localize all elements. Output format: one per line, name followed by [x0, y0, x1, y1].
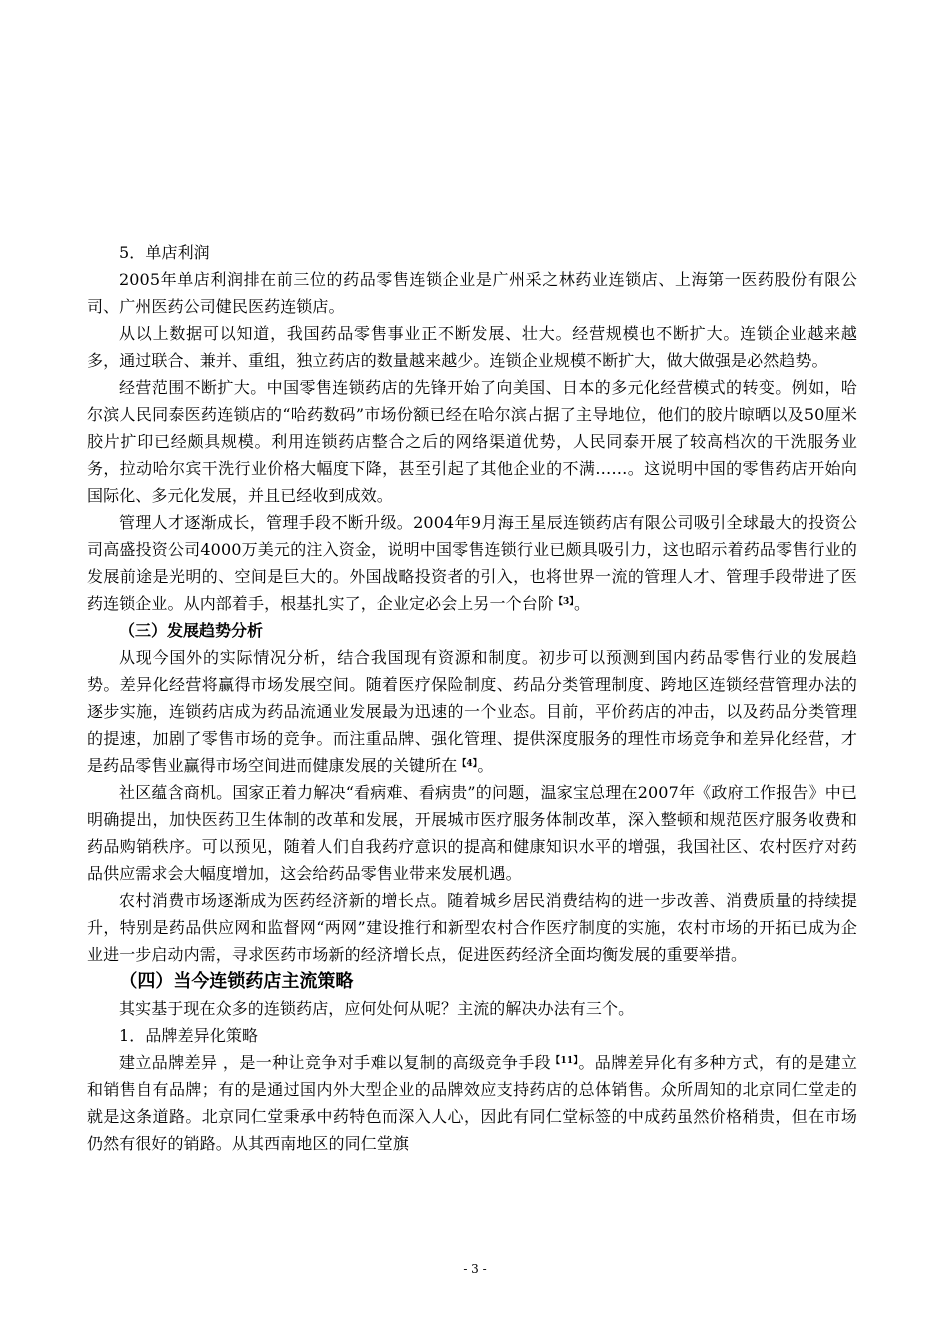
section-heading-trend-analysis: （三）发展趋势分析 — [119, 621, 264, 640]
item-heading-single-store-profit: 5．单店利润 — [119, 243, 210, 262]
paragraph-brand-strategy — [87, 1049, 857, 1157]
paragraph-community-opportunity: 社区蕴含商机。国家正着力解决“看病难、看病贵”的问题，温家宝总理在2007年《政府工作报告》中已明确提出，加快医药卫生体制的改革和发展，开展城市医疗服务体制改革，深入整顿和规范医疗服务收费和药品购销秩序。可以预见，随着人们自我药疗意识的提高和健康知识水平的增强，我国社区、农村医疗对药品供应需求会大幅度增加，这会给药品零售业带来发展机遇。 — [87, 783, 857, 883]
paragraph-trend-forecast — [87, 644, 857, 779]
paragraph-text: 管理人才逐渐成长，管理手段不断升级。2004年9月海王星辰连锁药店有限公司吸引全球最大的投资公司高盛投资公司4000万美元的注入资金，说明中国零售连锁行业已颇具吸引力，这也昭示着药品零售行业的发展前途是光明的、空间是巨大的。外国战略投资者的引入，也将世界一流的管理人才、管理手段带进了医药连锁企业。从内部着手，根基扎实了，企业定必会上另一个台阶 — [87, 513, 857, 613]
paragraph-management-talent — [87, 509, 857, 617]
page-body — [87, 239, 857, 1157]
citation-ref: 【4】 — [457, 759, 478, 769]
paragraph-end: 。 — [477, 756, 494, 775]
paragraph-strategy-intro: 其实基于现在众多的连锁药店，应何处何从呢？主流的解决办法有三个。 — [119, 999, 635, 1018]
paragraph-text: 从现今国外的实际情况分析，结合我国现有资源和制度。初步可以预测到国内药品零售行业的发展趋势。差异化经营将赢得市场发展空间。随着医疗保险制度、药品分类管理制度、跨地区连锁经营管理办法的逐步实施，连锁药店成为药品流通业发展最为迅速的一个业态。目前，平价药店的冲击，以及药品分类管理的提速，加剧了零售市场的竞争。而注重品牌、强化管理、提供深度服务的理性市场竞争和差异化经营，才是药品零售业赢得市场空间进而健康发展的关键所在 — [87, 648, 857, 775]
paragraph-profit-ranking: 2005年单店利润排在前三位的药品零售连锁企业是广州采之林药业连锁店、上海第一医药股份有限公司、广州医药公司健民医药连锁店。 — [87, 270, 857, 316]
paragraph-text-continued: 。品牌差异化有多种方式，有的是建立和销售自有品牌；有的是通过国内外大型企业的品牌效应支持药店的总体销售。众所周知的北京同仁堂走的就是这条道路。北京同仁堂秉承中药特色而深入人心，因此有同仁堂标签的中成药虽然价格稍贵，但在市场仍然有很好的销路。从其西南地区的同仁堂旗 — [87, 1053, 857, 1153]
item-heading-brand-differentiation: 1．品牌差异化策略 — [119, 1026, 259, 1045]
citation-ref: 【3】 — [553, 597, 574, 607]
paragraph-rural-market: 农村消费市场逐渐成为医药经济新的增长点。随着城乡居民消费结构的进一步改善、消费质量的持续提升，特别是药品供应网和监督网“两网”建设推行和新型农村合作医疗制度的实施，农村市场的开拓已成为企业进一步启动内需，寻求医药市场新的经济增长点，促进医药经济全面均衡发展的重要举措。 — [87, 891, 857, 964]
section-heading-mainstream-strategy: （四）当今连锁药店主流策略 — [119, 971, 354, 992]
paragraph-text: 建立品牌差异 ，是一种让竞争对手难以复制的高级竞争手段 — [119, 1053, 552, 1072]
paragraph-industry-growth: 从以上数据可以知道，我国药品零售事业正不断发展、壮大。经营规模也不断扩大。连锁企业越来越多，通过联合、兼并、重组，独立药店的数量越来越少。连锁企业规模不断扩大，做大做强是必然趋势。 — [87, 324, 857, 370]
page-number: - 3 - — [463, 1262, 487, 1276]
paragraph-end: 。 — [573, 594, 591, 613]
paragraph-business-scope: 经营范围不断扩大。中国零售连锁药店的先锋开始了向美国、日本的多元化经营模式的转变。例如，哈尔滨人民同泰医药连锁店的“哈药数码”市场份额已经在哈尔滨占据了主导地位，他们的胶片晾晒以及50厘米胶片扩印已经颇具规模。利用连锁药店整合之后的网络渠道优势，人民同泰开展了较高档次的干洗服务业务，拉动哈尔宾干洗行业价格大幅度下降，甚至引起了其他企业的不满……。这说明中国的零售药店开始向国际化、多元化发展，并且已经收到成效。 — [87, 378, 857, 505]
citation-ref: 【11】 — [551, 1056, 579, 1066]
